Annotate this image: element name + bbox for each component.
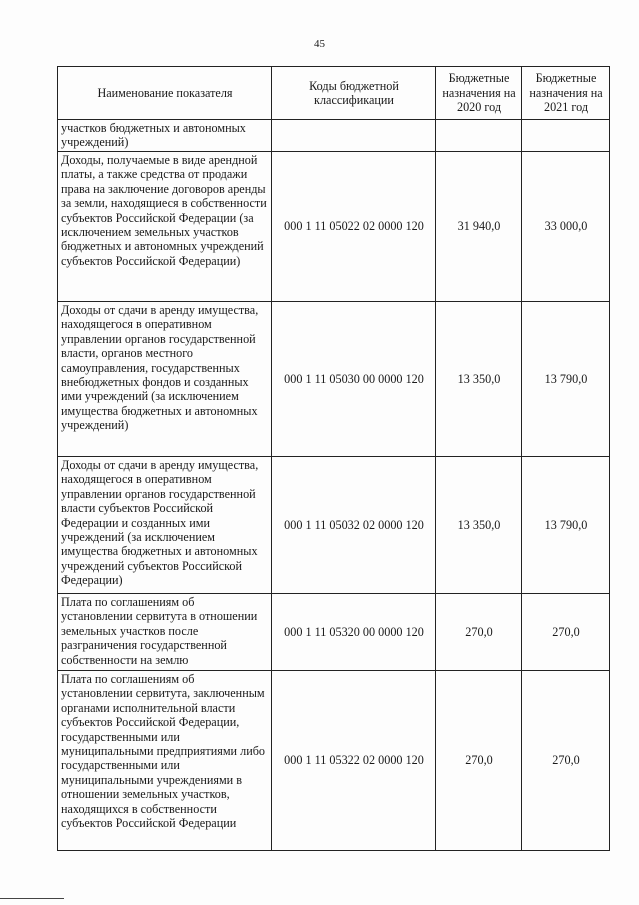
value-2021-cell: 13 790,0 xyxy=(522,457,610,594)
value-2020-cell: 270,0 xyxy=(436,671,522,851)
table-row xyxy=(58,302,610,457)
indicator-name-cell: Доходы от сдачи в аренду имущества, находящегося в оперативном управлении органов государственной власти, органов местного самоуправления, государственных внебюджетных фондов и созданных ими учреждений (за исключением имущества бюджетных и автономных учреждений) xyxy=(58,302,272,457)
budget-code-cell: 000 1 11 05022 02 0000 120 xyxy=(272,152,436,302)
budget-code-cell: 000 1 11 05320 00 0000 120 xyxy=(272,594,436,671)
value-2020-cell xyxy=(436,120,522,152)
value-2021-cell xyxy=(522,120,610,152)
budget-revenue-table xyxy=(57,66,610,851)
table-header-row xyxy=(58,67,610,120)
value-2020-cell: 13 350,0 xyxy=(436,457,522,594)
budget-code-cell: 000 1 11 05030 00 0000 120 xyxy=(272,302,436,457)
budget-code-cell: 000 1 11 05322 02 0000 120 xyxy=(272,671,436,851)
footer-divider xyxy=(0,898,64,899)
value-2021-cell: 33 000,0 xyxy=(522,152,610,302)
header-indicator-name: Наименование показателя xyxy=(58,67,272,120)
value-2021-cell: 270,0 xyxy=(522,671,610,851)
indicator-name-cell: Плата по соглашениям об установлении сервитута в отношении земельных участков после разграничения государственной собственности на землю xyxy=(58,594,272,671)
value-2021-cell: 13 790,0 xyxy=(522,302,610,457)
header-budget-code: Коды бюджетной классификации xyxy=(272,67,436,120)
indicator-name-cell: Доходы, получаемые в виде арендной платы, а также средства от продажи права на заключение договоров аренды за земли, находящиеся в собственности субъектов Российской Федерации (за исключением земельных участков бюджетных и автономных учреждений субъектов Российской Федерации) xyxy=(58,152,272,302)
table-row xyxy=(58,671,610,851)
indicator-name-cell: Доходы от сдачи в аренду имущества, находящегося в оперативном управлении органов государственной власти субъектов Российской Федерации и созданных ими учреждений (за исключением имущества бюджетных и автономных учреждений субъектов Российской Федерации) xyxy=(58,457,272,594)
header-appropriation-2021: Бюджетные назначения на 2021 год xyxy=(522,67,610,120)
indicator-name-cell: Плата по соглашениям об установлении сервитута, заключенным органами исполнительной власти субъектов Российской Федерации, государственными или муниципальными предприятиями либо государственными или муниципальными учреждениями в отношении земельных участков, находящихся в собственности субъектов Российской Федерации xyxy=(58,671,272,851)
value-2020-cell: 13 350,0 xyxy=(436,302,522,457)
table-row xyxy=(58,152,610,302)
table-row xyxy=(58,594,610,671)
budget-code-cell xyxy=(272,120,436,152)
indicator-name-cell: участков бюджетных и автономных учреждений) xyxy=(58,120,272,152)
value-2021-cell: 270,0 xyxy=(522,594,610,671)
table-row xyxy=(58,457,610,594)
value-2020-cell: 270,0 xyxy=(436,594,522,671)
table-row xyxy=(58,120,610,152)
value-2020-cell: 31 940,0 xyxy=(436,152,522,302)
header-appropriation-2020: Бюджетные назначения на 2020 год xyxy=(436,67,522,120)
page-number: 45 xyxy=(314,38,325,50)
budget-code-cell: 000 1 11 05032 02 0000 120 xyxy=(272,457,436,594)
